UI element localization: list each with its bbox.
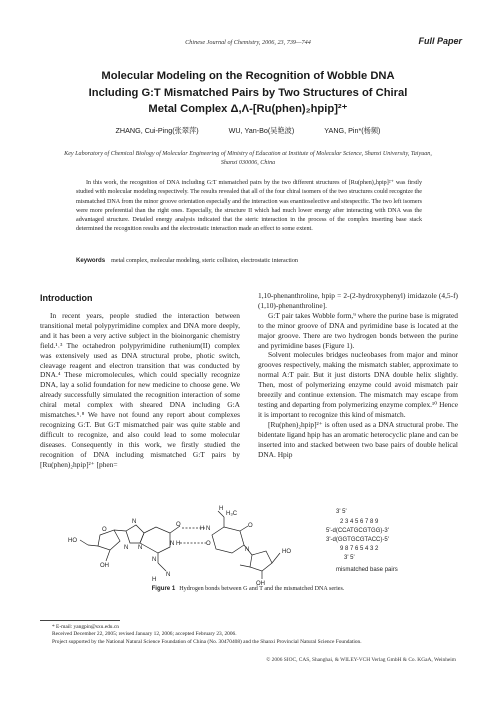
atom-label: N xyxy=(152,557,157,563)
atom-label: O xyxy=(206,541,211,547)
atom-label: N xyxy=(124,545,129,551)
keywords xyxy=(76,257,422,264)
footnote-received: Received December 22, 2005; revised January 12, 2006; accepted February 23, 2006. xyxy=(52,631,237,638)
atom-label: H xyxy=(176,541,181,547)
atom-label: HO xyxy=(68,538,77,544)
atom-label: N xyxy=(245,547,250,553)
figure-1 xyxy=(40,505,456,585)
figure-caption xyxy=(40,585,456,592)
author-list xyxy=(40,126,456,136)
title-line-3: Metal Complex Δ,Λ-[Ru(phen)₂hpip]²⁺ xyxy=(148,103,348,115)
atom-label: O xyxy=(102,527,107,533)
atom-label: N xyxy=(170,541,175,547)
paper-title xyxy=(40,68,456,118)
gt-wobble-structure xyxy=(40,505,456,585)
atom-label: OH xyxy=(256,581,265,585)
keywords-label: Keywords xyxy=(76,257,106,264)
atom-label: H xyxy=(200,526,205,532)
section-label: Full Paper xyxy=(418,36,462,46)
affiliation: Key Laboratory of Chemical Biology of Molecular Engineering of Ministry of Education at Institute of Molecular Science, Shanxi University, Taiyuan, Shanxi 030006, China xyxy=(64,151,432,166)
footnote-support: Project supported by the National Natural Science Foundation of China (No. 30470408) and the Shanxi Provincial Natural Science Foundation. xyxy=(52,638,362,645)
paragraph: In recent years, people studied the interaction between transitional metal polypyrimidine complex and DNA more deeply, and it has been a very active subject in the bioinorganic chemistry field.¹˒³ The octahedron polypyrimidine ruthenium(II) complex was extensively used as DNA structural probe, photic switch, cleavage reagent and electron transition that was conducted by DNA.⁴ These micromolecules, which could specially recognize DNA, lay a solid foundation for new medicine to choose gene. We already successfully simulated the recognition interaction of some chiral metal complex with sheared DNA including G:A mismatches.⁵˒⁸ We have not found any report about complexes recognizing G:T. But G:T mismatched pair was quite stable and difficult to recognize, and also could lead to some molecular diseases. Consequently in this work, we firstly studied the recognition of DNA including mismatched G:T pairs by [Ru(phen)₂hpip]²⁺ [phen= xyxy=(40,311,240,469)
author: ZHANG, Cui-Ping(张翠萍) xyxy=(115,126,199,135)
atom-label: N xyxy=(132,519,137,525)
atom-label: N xyxy=(138,545,143,551)
atom-label: O xyxy=(248,523,253,529)
sequence-marks: 3' 5' xyxy=(336,509,347,515)
paragraph: Solvent molecules bridges nucleobases from major and minor grooves respectively, making the mismatch stabler, approximate to normal A:T pair. But it just distorts DNA double helix slightly. Then, most of polymerizing enzyme could avoid mismatch pair breezily and continue extension. The mismatch may escape from testing and departing from polymerizing enzyme complex.¹⁰ Hence it is important to recognize this kind of mismatch. xyxy=(258,350,458,419)
atom-label: O xyxy=(176,522,181,528)
paragraph: 1,10-phenanthroline, hpip = 2-(2-hydroxyphenyl) imidazole (4,5-f)(1,10)-phenanthroline]. xyxy=(258,291,458,310)
journal-citation: Chinese Journal of Chemistry, 2006, 23, 739—744 xyxy=(185,39,311,46)
left-column xyxy=(40,311,240,470)
author: WU, Yan-Bo(吴艳波) xyxy=(228,126,295,135)
title-line-1: Molecular Modeling on the Recognition of Wobble DNA xyxy=(101,70,395,82)
caption-label: Figure 1 xyxy=(151,585,176,592)
author: YANG, Pin*(杨频) xyxy=(324,126,381,135)
right-column xyxy=(258,291,458,459)
copyright-line: © 2006 SIOC, CAS, Shanghai, & WILEY-VCH Verlag GmbH & Co. KGaA, Weinheim xyxy=(266,657,456,663)
paragraph: [Ru(phen)₂hpip]²⁺ is often used as a DNA structural probe. The bidentate ligand hpip has an aromatic heterocyclic plane and can be inserted into and stacked between two base pairs of double helical DNA. Hpip xyxy=(258,419,458,459)
sequence-numbers: 2 3 4 5 6 7 8 9 xyxy=(340,519,379,525)
sequence-numbers: 9 8 7 6 5 4 3 2 xyxy=(340,546,379,552)
atom-label: N xyxy=(206,526,211,532)
sequence-label: mismatched base pairs xyxy=(336,567,398,573)
footnote-email: * E-mail: yangpin@sxu.edu.cn xyxy=(52,624,119,630)
atom-label: OH xyxy=(100,563,109,569)
abstract: In this work, the recognition of DNA including G:T mismatched pairs by the two different structures of [Ru(phen)₂hpip]²⁺ was firstly studied with molecular modeling respectively. The results revealed that all of the four chiral isomers of the two structures could recognize the mismatched DNA from the minor groove orientation especially and the interaction was enantioselective and sitespecific. The two left isomers were more preferential than the right ones. Especially, the structure II which had much lower energy after interacting with DNA was the advantaged structure. Detailed energy analysis indicated that the steric interaction in the process of the complex inserting base stack determined the recognition results and the electrostatic interaction made an effect to some extent. xyxy=(76,180,422,233)
footnotes xyxy=(40,624,460,646)
sequence-marks: 3' 5' xyxy=(344,555,355,561)
keywords-text: metal complex, molecular modeling, steric collision, electrostatic interaction xyxy=(111,258,298,264)
title-line-2: Including G:T Mismatched Pairs by Two Structures of Chiral xyxy=(88,86,408,99)
atom-label: HO xyxy=(282,549,291,555)
section-heading: Introduction xyxy=(40,293,93,303)
atom-label: H xyxy=(152,577,157,583)
atom-label: N xyxy=(166,572,171,578)
sequence-strand: 3'-d(GGTGCGTACC)-5' xyxy=(326,537,389,543)
sequence-strand: 5'-d(CCATGCGTGG)-3' xyxy=(326,528,389,534)
atom-label: H₃C xyxy=(226,511,238,517)
caption-text: Hydrogen bonds between G and T and the mismatched DNA series. xyxy=(179,586,345,592)
paragraph: G:T pair takes Wobble form,⁹ where the purine base is migrated to the minor groove of DNA and pyrimidine base is located at the major groove. There are two hydrogen bonds between the purine and pyrimidine bases (Figure 1). xyxy=(258,310,458,350)
atom-label: H xyxy=(219,506,224,512)
footnote-divider xyxy=(40,620,120,621)
